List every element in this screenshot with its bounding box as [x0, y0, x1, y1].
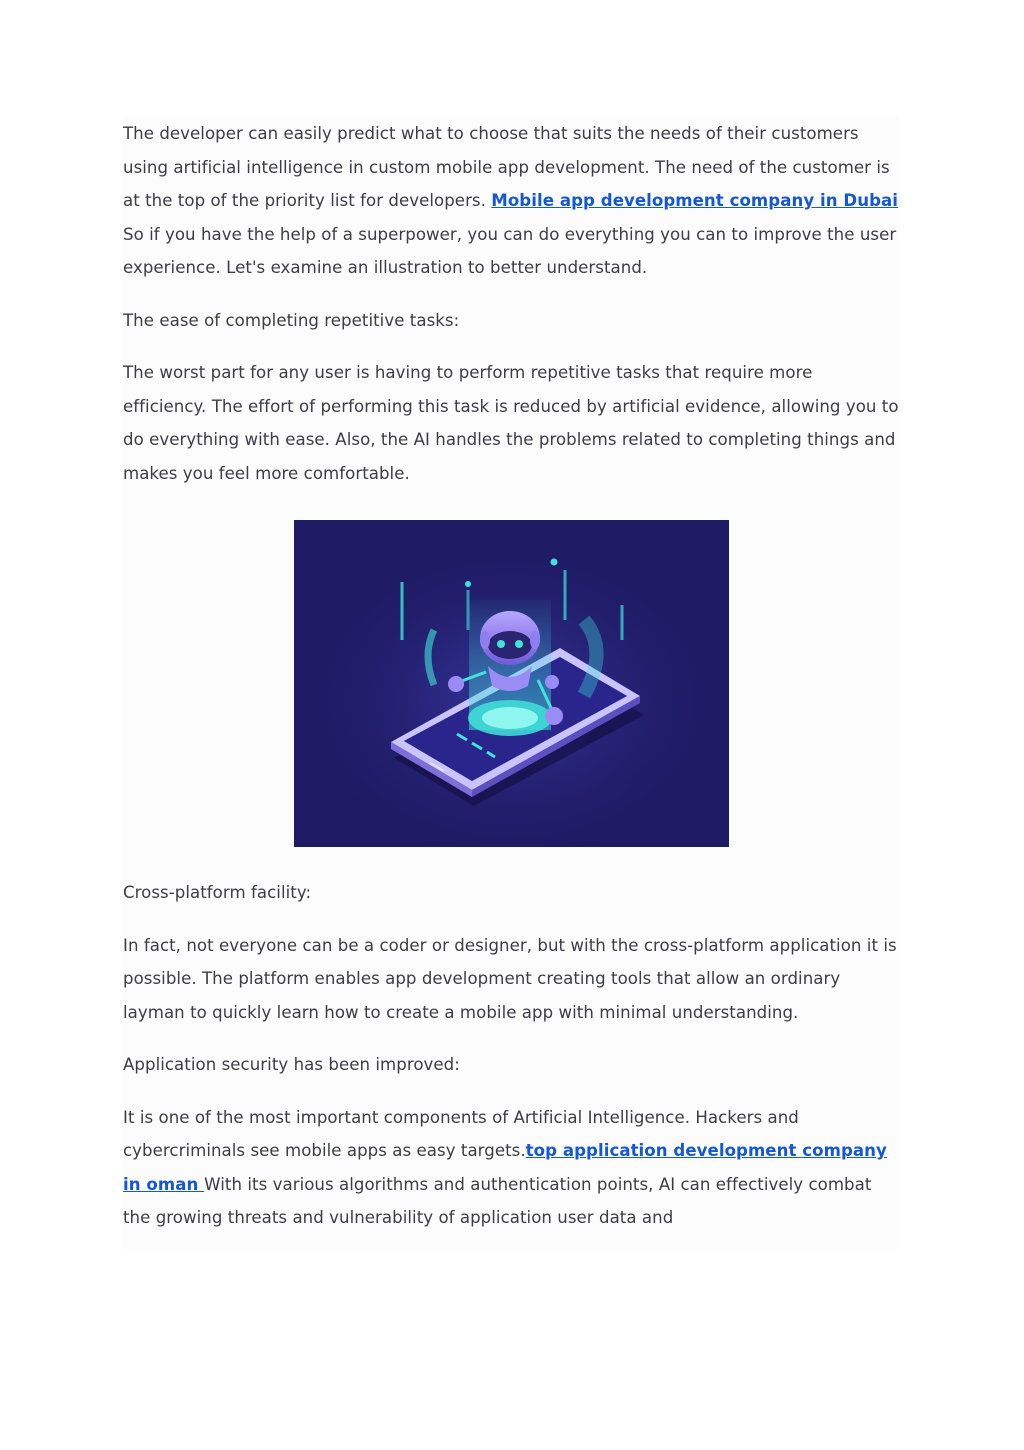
robot-on-smartphone-icon [294, 520, 729, 847]
link-top-app-company-oman[interactable]: top application development company in oman [123, 1141, 887, 1194]
section-heading-cross-platform: Cross-platform facility: [123, 883, 312, 902]
link-mobile-app-company-dubai[interactable]: Mobile app development company in Dubai [491, 191, 899, 210]
paragraph-repetitive-tasks: The worst part for any user is having to perform repetitive tasks that require more efficiency. The effort of performing this task is reduced by artificial evidence, allowing you to do everything with ease. Also, the AI handles the problems related to completing things and makes you feel more comfortable. [123, 363, 899, 483]
section-heading-repetitive-tasks: The ease of completing repetitive tasks: [123, 310, 460, 330]
paragraph-security [123, 1101, 899, 1235]
section-heading-security: Application security has been improved: [123, 1055, 460, 1074]
paragraph-intro-text: The developer can easily predict what to choose that suits the needs of their customers using artificial intelligence in custom mobile app development. The need of the customer is at the top of the priority list for developers. [123, 124, 890, 210]
ai-robot-illustration [294, 520, 729, 847]
paragraph-security-text: It is one of the most important components of Artificial Intelligence. Hackers and cybercriminals see mobile apps as easy targets. [123, 1107, 799, 1160]
article-body [123, 116, 899, 1249]
paragraph-intro [123, 117, 899, 285]
paragraph-cross-platform: In fact, not everyone can be a coder or designer, but with the cross-platform application it is possible. The platform enables app development creating tools that allow an ordinary layman to quickly learn how to create a mobile app with minimal understanding. [123, 935, 897, 1022]
paragraph-security-text-after: With its various algorithms and authentication points, AI can effectively combat the growing threats and vulnerability of application user data and [123, 1174, 872, 1227]
paragraph-intro-text-after: So if you have the help of a superpower, you can do everything you can to improve the user experience. Let's examine an illustration to better understand. [123, 224, 897, 277]
